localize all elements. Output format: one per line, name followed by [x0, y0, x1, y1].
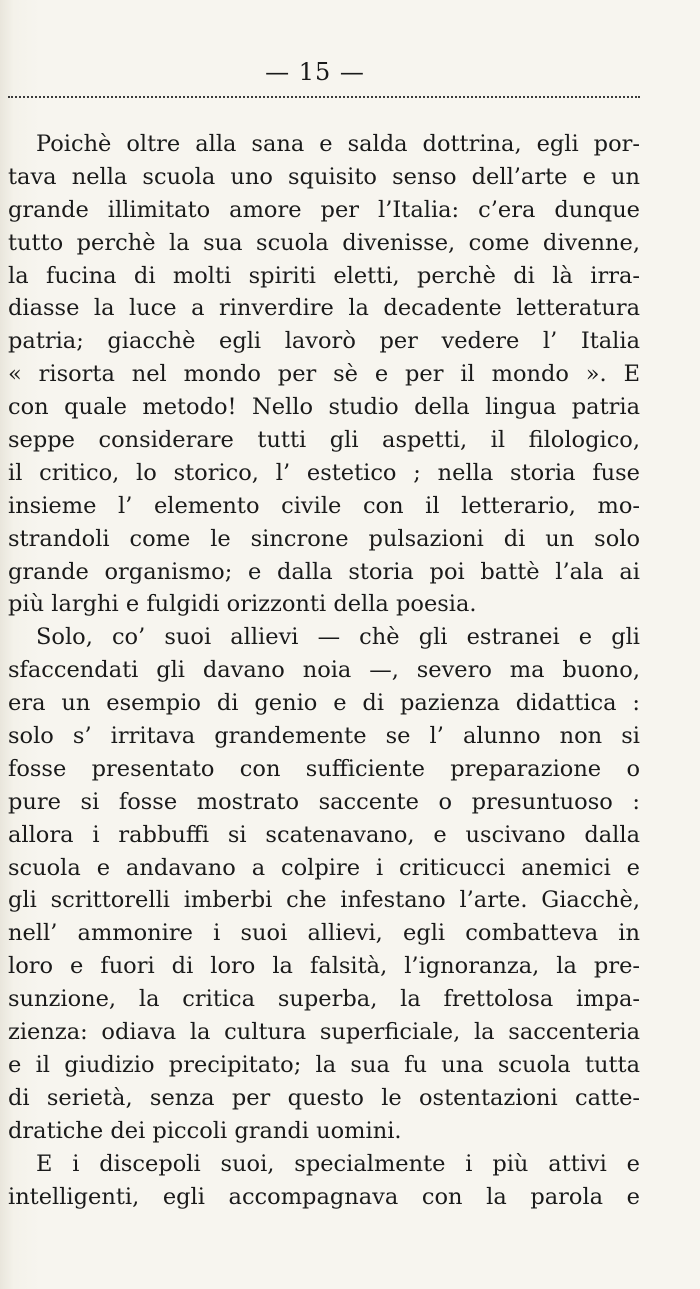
text-line: la fucina di molti spiriti eletti, perchè di là irra- [8, 262, 640, 289]
text-line: strandoli come le sincrone pulsazioni di un solo [8, 525, 640, 552]
text-line: nell’ ammonire i suoi allievi, egli combatteva in [8, 920, 640, 947]
text-line: grande illimitato amore per l’Italia: c’era dunque [8, 196, 640, 223]
text-line: gli scrittorelli imberbi che infestano l’arte. Giacchè, [8, 887, 640, 914]
text-line: più larghi e fulgidi orizzonti della poesia. [8, 591, 477, 618]
text-line: fosse presentato con sufficiente preparazione o [8, 755, 640, 782]
text-line: sfaccendati gli davano noia —, severo ma buono, [8, 657, 640, 684]
text-line: patria; giacchè egli lavorò per vedere l’ Italia [8, 328, 640, 355]
text-line: tutto perchè la sua scuola divenisse, come divenne, [8, 229, 640, 256]
text-line: Solo, co’ suoi allievi — chè gli estranei e gli [36, 624, 640, 651]
text-line: E i discepoli suoi, specialmente i più attivi e [36, 1150, 640, 1177]
paragraph [8, 1148, 640, 1214]
text-line: scuola e andavano a colpire i criticucci anemici e [8, 854, 640, 881]
body-text [8, 128, 640, 1213]
text-line: solo s’ irritava grandemente se l’ alunno non si [8, 723, 640, 750]
text-line: dratiche dei piccoli grandi uomini. [8, 1117, 402, 1144]
text-line: intelligenti, egli accompagnava con la parola e [8, 1183, 640, 1210]
page-number: — 15 — [265, 58, 365, 86]
text-line: di serietà, senza per questo le ostentazioni catte- [8, 1084, 640, 1111]
text-line: e il giudizio precipitato; la sua fu una scuola tutta [8, 1051, 640, 1078]
text-line: il critico, lo storico, l’ estetico ; nella storia fuse [8, 459, 640, 486]
text-line: diasse la luce a rinverdire la decadente letteratura [8, 295, 640, 322]
text-line: tava nella scuola uno squisito senso dell’arte e un [8, 163, 640, 190]
text-line: pure si fosse mostrato saccente o presuntuoso : [8, 788, 640, 815]
text-line: loro e fuori di loro la falsità, l’ignoranza, la pre- [8, 953, 640, 980]
text-line: grande organismo; e dalla storia poi battè l’ala ai [8, 558, 640, 585]
header-rule [8, 96, 640, 98]
text-line: seppe considerare tutti gli aspetti, il filologico, [8, 427, 640, 454]
text-line: con quale metodo! Nello studio della lingua patria [8, 394, 640, 421]
text-line: allora i rabbuffi si scatenavano, e uscivano dalla [8, 821, 640, 848]
text-line: zienza: odiava la cultura superficiale, la saccenteria [8, 1019, 640, 1046]
paragraph [8, 128, 640, 621]
text-line: Poichè oltre alla sana e salda dottrina, egli por- [36, 131, 640, 157]
paragraph [8, 621, 640, 1147]
text-line: « risorta nel mondo per sè e per il mondo ». E [8, 361, 640, 388]
text-line: insieme l’ elemento civile con il letterario, mo- [8, 492, 640, 519]
text-line: era un esempio di genio e di pazienza didattica : [8, 690, 640, 717]
text-line: sunzione, la critica superba, la frettolosa impa- [8, 986, 640, 1013]
